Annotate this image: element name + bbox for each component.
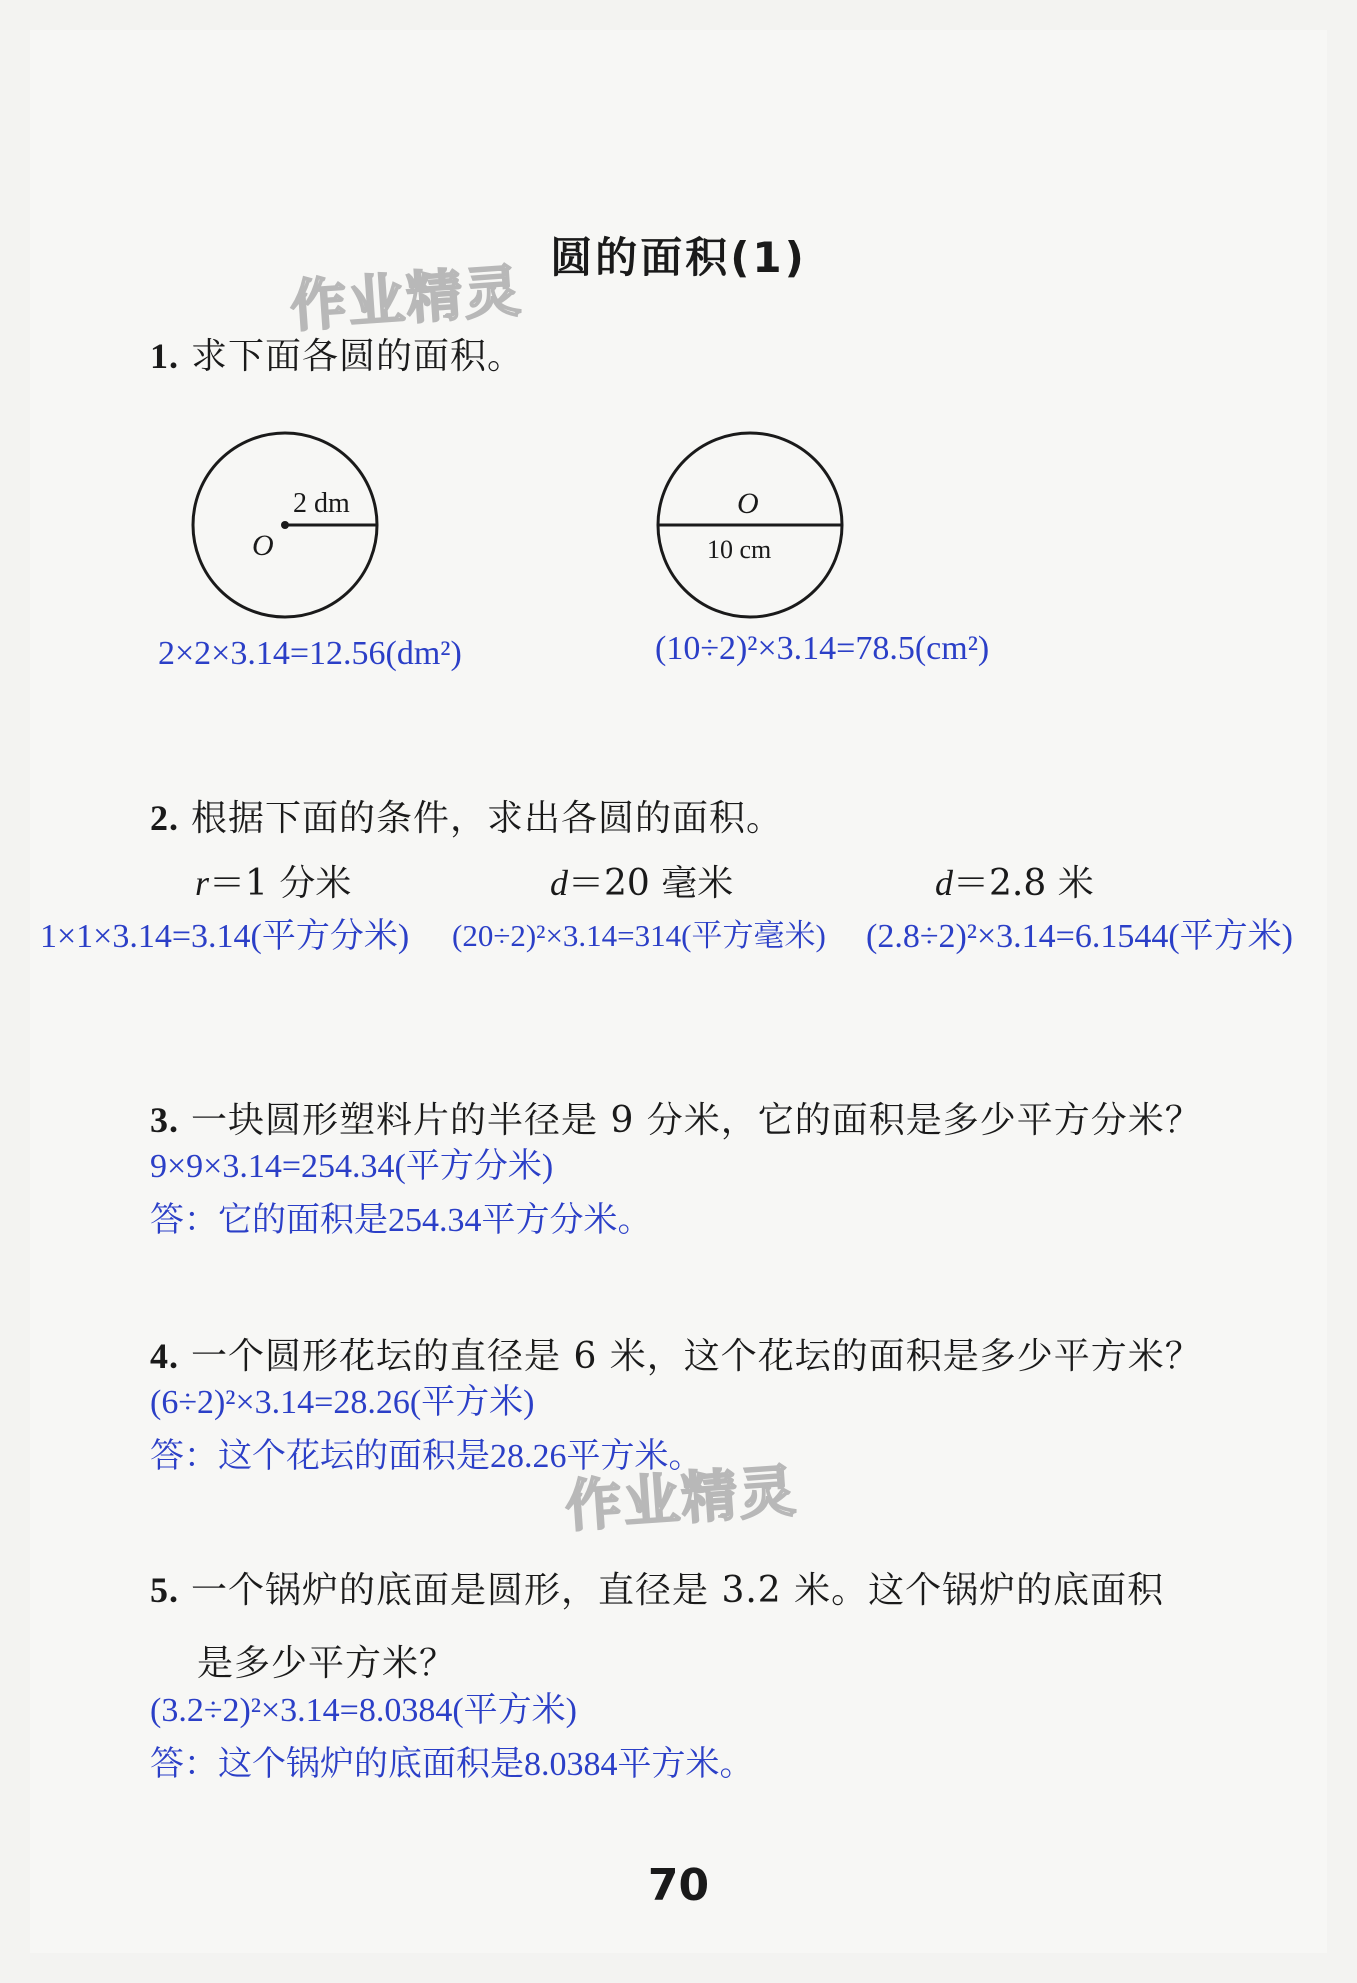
question-1-text: 求下面各圆的面积。 <box>191 336 525 377</box>
condition-3-eq: ＝2.8 米 <box>953 863 1094 904</box>
watermark-top: 作业精灵 <box>288 258 525 341</box>
radius-label: 2 dm <box>293 488 350 519</box>
question-3-text: 一块圆形塑料片的半径是 9 分米，它的面积是多少平方分米？ <box>191 1100 1202 1141</box>
question-5 <box>150 1562 1164 1613</box>
condition-2-eq: ＝20 毫米 <box>568 863 734 904</box>
q3-calc: 9×9×3.14=254.34(平方分米) <box>150 1148 554 1185</box>
condition-1-eq: ＝1 分米 <box>209 863 352 904</box>
question-2-text: 根据下面的条件，求出各圆的面积。 <box>191 798 784 839</box>
question-4 <box>150 1328 1202 1379</box>
q1-answer-left: 2×2×3.14=12.56(dm²) <box>158 635 462 672</box>
condition-2-var: d <box>550 863 568 903</box>
condition-3-var: d <box>935 863 953 903</box>
question-1-number: 1. <box>150 336 179 376</box>
center-label: O <box>252 529 274 562</box>
page-number: 70 <box>647 1860 710 1911</box>
q2-answer-3: (2.8÷2)²×3.14=6.1544(平方米) <box>866 918 1293 955</box>
question-2-number: 2. <box>150 798 179 838</box>
condition-1-var: r <box>195 863 210 903</box>
circle-radius-figure <box>180 425 390 625</box>
watermark-bottom: 作业精灵 <box>563 1458 800 1541</box>
question-5-number: 5. <box>150 1570 179 1610</box>
q2-answer-2: (20÷2)²×3.14=314(平方毫米) <box>452 918 826 953</box>
question-5-text-line2: 是多少平方米？ <box>197 1643 457 1684</box>
q5-calc: (3.2÷2)²×3.14=8.0384(平方米) <box>150 1692 577 1729</box>
q1-answer-right: (10÷2)²×3.14=78.5(cm²) <box>655 630 990 667</box>
q5-answer: 答：这个锅炉的底面积是8.0384平方米。 <box>150 1746 754 1783</box>
question-3 <box>150 1092 1202 1143</box>
diameter-label: 10 cm <box>707 535 772 564</box>
question-4-text: 一个圆形花坛的直径是 6 米，这个花坛的面积是多少平方米？ <box>191 1336 1202 1377</box>
question-5-text-line1: 一个锅炉的底面是圆形，直径是 3.2 米。这个锅炉的底面积 <box>191 1570 1165 1611</box>
center-label: O <box>737 487 759 520</box>
question-1 <box>150 328 524 379</box>
question-3-number: 3. <box>150 1100 179 1140</box>
q4-answer: 答：这个花坛的面积是28.26平方米。 <box>150 1438 703 1475</box>
question-4-number: 4. <box>150 1336 179 1376</box>
page-title: 圆的面积(1) <box>550 233 807 282</box>
q4-calc: (6÷2)²×3.14=28.26(平方米) <box>150 1384 535 1421</box>
condition-3 <box>935 855 1094 906</box>
question-2 <box>150 790 783 841</box>
condition-2 <box>550 855 733 906</box>
circle-diameter-figure <box>645 425 855 625</box>
center-dot <box>281 521 289 529</box>
condition-1 <box>195 855 351 906</box>
q3-answer: 答：它的面积是254.34平方分米。 <box>150 1202 652 1239</box>
q2-answer-1: 1×1×3.14=3.14(平方分米) <box>40 918 410 955</box>
